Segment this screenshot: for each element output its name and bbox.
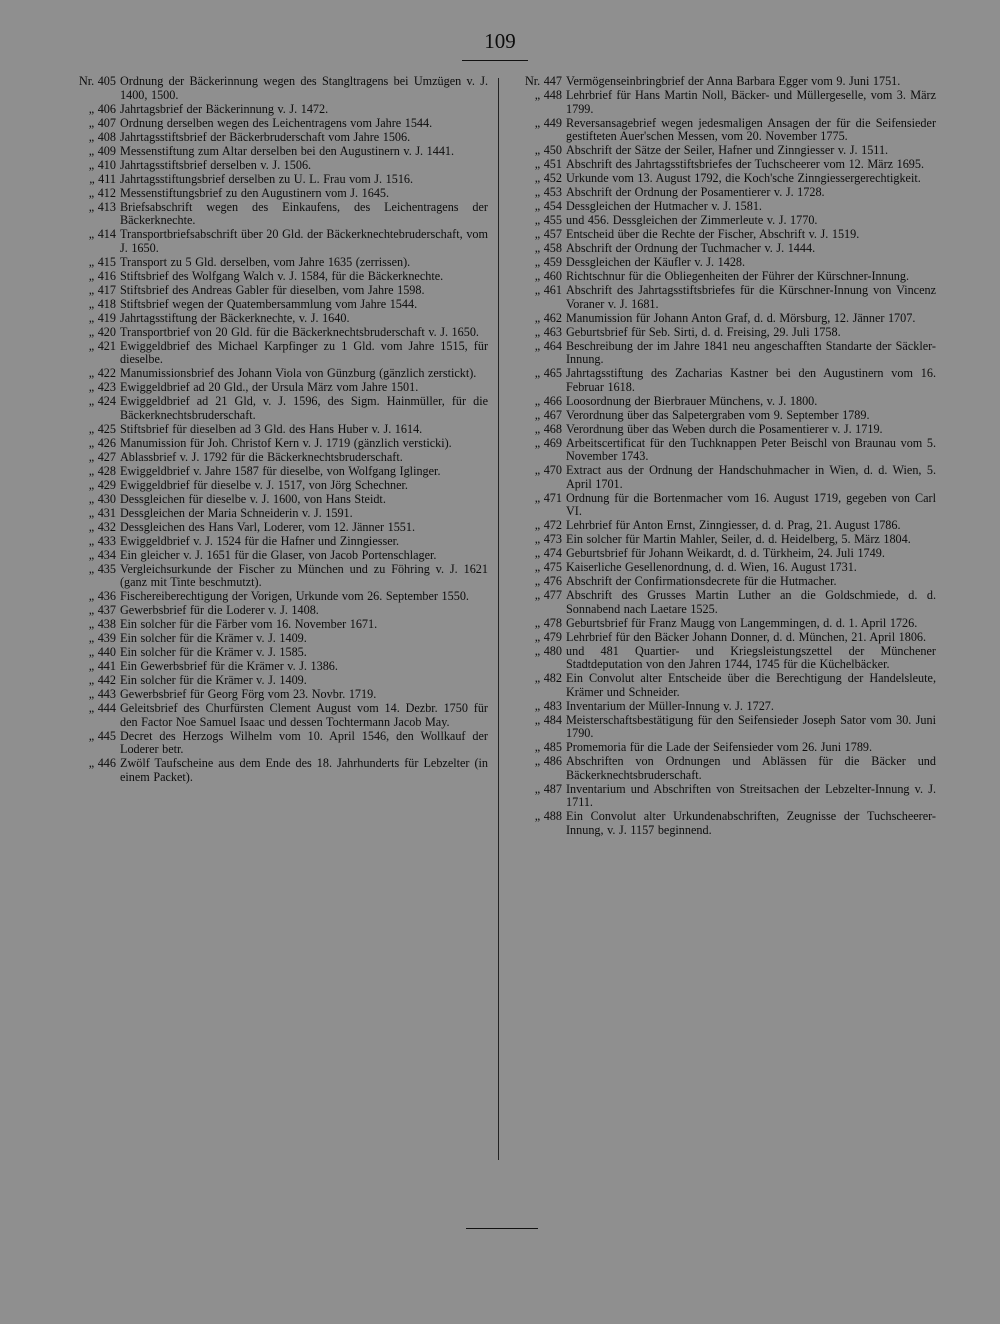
entry-text: Ordnung derselben wegen des Leichentragens vom Jahre 1544. — [120, 115, 433, 130]
list-item — [62, 507, 488, 521]
entry-number: „ 435 — [88, 561, 116, 576]
list-item — [62, 674, 488, 688]
entry-number: „ 482 — [534, 671, 562, 685]
entry-text: Lehrbrief für Hans Martin Noll, Bäcker- und Müllergeselle, vom 3. März 1799. — [566, 88, 936, 116]
list-item — [508, 645, 936, 672]
entry-number: „ 468 — [534, 421, 562, 436]
entry-number: „ 487 — [534, 781, 562, 796]
entry-number: „ 424 — [88, 394, 116, 408]
list-item — [62, 730, 488, 757]
list-item — [508, 172, 936, 186]
list-item — [508, 810, 936, 837]
list-item — [508, 741, 936, 755]
column-divider — [498, 78, 499, 1160]
list-item — [62, 381, 488, 395]
list-item — [508, 186, 936, 200]
entry-text: Lehrbrief für den Bäcker Johann Donner, d. d. München, 21. April 1806. — [566, 629, 927, 644]
list-item — [62, 618, 488, 632]
entry-text: Ein solcher für die Krämer v. J. 1409. — [120, 673, 307, 687]
entry-text: Gewerbsbrief für die Loderer v. J. 1408. — [120, 603, 319, 617]
entry-text: Geburtsbrief für Johann Weikardt, d. d. Türkheim, 24. Juli 1749. — [566, 546, 885, 560]
entry-text: Vermögenseinbringbrief der Anna Barbara Egger vom 9. Juni 1751. — [566, 74, 901, 88]
entry-number: „ 471 — [534, 490, 562, 505]
entry-text: Promemoria für die Lade der Seifensieder vom 26. Juni 1789. — [566, 740, 873, 754]
entry-text: Reversansagebrief wegen jedesmaligen Ansagen der für die Seifensieder gestifteten Auer'schen Messen, vom 20. November 1775. — [566, 115, 936, 143]
list-item — [62, 604, 488, 618]
entry-number: Nr. 405 — [78, 74, 116, 88]
entry-number: „ 432 — [88, 519, 116, 534]
list-item — [508, 242, 936, 256]
list-item — [508, 158, 936, 172]
entry-text: Meisterschaftsbestätigung für den Seifensieder Joseph Sator vom 30. Juni 1790. — [566, 712, 936, 740]
entry-number: „ 430 — [88, 491, 116, 506]
entry-text: Entscheid über die Rechte der Fischer, Abschrift v. J. 1519. — [566, 227, 860, 241]
entry-text: Ewiggeldbrief für dieselbe v. J. 1517, von Jörg Schechner. — [120, 477, 408, 492]
list-item — [62, 549, 488, 563]
entry-number: „ 443 — [88, 687, 116, 701]
entry-number: „ 440 — [88, 645, 116, 659]
list-item — [62, 563, 488, 590]
entry-text: Ewiggeldbrief v. J. 1524 für die Hafner und Zinngiesser. — [120, 533, 400, 548]
entry-number: „ 457 — [534, 227, 562, 241]
entry-text: Decret des Herzogs Wilhelm vom 10. April 1546, den Wollkauf der Loderer betr. — [120, 728, 488, 756]
list-item — [508, 575, 936, 589]
entry-text: Ein solcher für Martin Mahler, Seiler, d. d. Heidelberg, 5. März 1804. — [566, 532, 911, 546]
list-item — [62, 270, 488, 284]
list-item — [62, 326, 488, 340]
entry-text: Lehrbrief für Anton Ernst, Zinngiesser, d. d. Prag, 21. August 1786. — [566, 518, 901, 532]
list-item — [62, 312, 488, 326]
list-item — [62, 646, 488, 660]
entry-text: Dessgleichen des Hans Varl, Loderer, vom 12. Jänner 1551. — [120, 519, 416, 534]
list-item — [508, 617, 936, 631]
list-item — [62, 367, 488, 381]
entry-number: „ 420 — [88, 324, 116, 339]
entry-text: Briefsabschrift wegen des Einkaufens, des Leichentragens der Bäckerknechte. — [120, 199, 488, 227]
list-item — [508, 75, 936, 89]
entry-text: Ein solcher für die Krämer v. J. 1409. — [120, 631, 307, 645]
entry-text: Ewiggeldbrief ad 21 Gld, v. J. 1596, des Sigm. Hainmüller, für die Bäckerknechtsbruderschaft. — [120, 394, 488, 422]
entry-text: Ein Convolut alter Entscheide über die Berechtigung der Handelsleute, Krämer und Schneider. — [566, 671, 936, 699]
list-item — [62, 702, 488, 729]
entry-text: Ein Gewerbsbrief für die Krämer v. J. 1386. — [120, 659, 338, 673]
list-item — [508, 464, 936, 491]
entry-text: Abschrift der Ordnung der Tuchmacher v. J. 1444. — [566, 241, 816, 255]
entry-number: „ 412 — [88, 185, 116, 200]
entry-text: Inventarium und Abschriften von Streitsachen der Lebzelter-Innung v. J. 1711. — [566, 781, 936, 809]
list-item — [62, 660, 488, 674]
entry-text: Arbeitscertificat für den Tuchknappen Peter Beischl von Braunau vom 5. November 1743. — [566, 435, 936, 463]
list-item — [508, 533, 936, 547]
entry-number: „ 421 — [88, 338, 116, 353]
list-item — [62, 340, 488, 367]
entry-text: Abschrift der Sätze der Seiler, Hafner und Zinngiesser v. J. 1511. — [566, 143, 889, 157]
entry-number: „ 418 — [88, 296, 116, 311]
list-item — [62, 590, 488, 604]
entry-text: Inventarium der Müller-Innung v. J. 1727. — [566, 698, 774, 713]
entry-text: Jahrtagsstiftsbrief derselben v. J. 1506. — [120, 157, 312, 172]
list-item — [508, 700, 936, 714]
entry-number: „ 477 — [534, 588, 562, 602]
entry-number: „ 467 — [534, 407, 562, 422]
list-item — [62, 117, 488, 131]
entry-number: „ 466 — [534, 393, 562, 408]
entry-number: „ 486 — [534, 754, 562, 768]
entry-number: „ 419 — [88, 310, 116, 325]
entry-number: „ 473 — [534, 532, 562, 546]
list-item — [62, 159, 488, 173]
entry-number: „ 460 — [534, 269, 562, 283]
entry-text: Jahrtagsstiftung des Zacharias Kastner bei den Augustinern vom 16. Februar 1618. — [566, 366, 936, 394]
entry-number: „ 448 — [534, 88, 562, 102]
entry-text: Stiftsbrief für dieselben ad 3 Gld. des Hans Huber v. J. 1614. — [120, 421, 423, 436]
page-number: 109 — [484, 29, 516, 53]
entry-number: „ 479 — [534, 629, 562, 644]
entry-number: „ 413 — [88, 199, 116, 214]
entry-text: Extract aus der Ordnung der Handschuhmacher in Wien, d. d. Wien, 5. April 1701. — [566, 463, 936, 491]
entry-number: „ 472 — [534, 518, 562, 532]
list-item — [508, 214, 936, 228]
entry-number: „ 462 — [534, 310, 562, 325]
list-item — [508, 270, 936, 284]
list-item — [508, 409, 936, 423]
entry-text: Beschreibung der im Jahre 1841 neu angeschafften Standarte der Säckler-Innung. — [566, 338, 936, 366]
list-item — [508, 672, 936, 699]
entry-number: „ 425 — [88, 421, 116, 436]
entry-text: Fischereiberechtigung der Vorigen, Urkunde vom 26. September 1550. — [120, 589, 469, 603]
entry-number: „ 439 — [88, 631, 116, 645]
list-item — [62, 284, 488, 298]
list-item — [508, 256, 936, 270]
entry-number: „ 450 — [534, 143, 562, 157]
entry-text: Messenstiftung zum Altar derselben bei den Augustinern v. J. 1441. — [120, 143, 455, 158]
entry-text: Ein solcher für die Krämer v. J. 1585. — [120, 645, 307, 659]
right-column — [508, 75, 936, 838]
entry-text: Loosordnung der Bierbrauer Münchens, v. J. 1800. — [566, 393, 818, 408]
entry-text: Ablassbrief v. J. 1792 für die Bäckerknechtsbruderschaft. — [120, 449, 403, 464]
entry-number: „ 485 — [534, 740, 562, 754]
entry-number: „ 436 — [88, 589, 116, 603]
entry-text: Jahrtagsbrief der Bäckerinnung v. J. 1472. — [120, 101, 329, 116]
entry-text: Manumission für Joh. Christof Kern v. J. 1719 (gänzlich versticki). — [120, 435, 452, 450]
entry-text: Messenstiftungsbrief zu den Augustinern vom J. 1645. — [120, 185, 390, 200]
entry-number: „ 415 — [88, 254, 116, 269]
entry-text: Transportbrief von 20 Gld. für die Bäckerknechtsbruderschaft v. J. 1650. — [120, 324, 479, 339]
entry-text: Kaiserliche Gesellenordnung, d. d. Wien, 16. August 1731. — [566, 560, 857, 574]
entry-number: „ 464 — [534, 338, 562, 353]
list-item — [62, 688, 488, 702]
entry-number: „ 474 — [534, 546, 562, 560]
entry-text: Ein gleicher v. J. 1651 für die Glaser, von Jacob Portenschlager. — [120, 547, 437, 562]
entry-text: Verordnung über das Salpetergraben vom 9. September 1789. — [566, 407, 870, 422]
list-item — [62, 465, 488, 479]
entry-number: „ 416 — [88, 268, 116, 283]
entry-number: „ 414 — [88, 227, 116, 241]
entry-number: „ 476 — [534, 574, 562, 588]
entry-text: Zwölf Taufscheine aus dem Ende des 18. Jahrhunderts für Lebzelter (in einem Packet). — [120, 756, 488, 784]
entry-text: Dessgleichen der Hutmacher v. J. 1581. — [566, 199, 762, 213]
entry-number: „ 408 — [88, 129, 116, 144]
entry-number: „ 446 — [88, 756, 116, 770]
list-item — [508, 326, 936, 340]
entry-number: „ 409 — [88, 143, 116, 158]
list-item — [62, 423, 488, 437]
list-item — [508, 228, 936, 242]
entry-text: Gewerbsbrief für Georg Förg vom 23. Novbr. 1719. — [120, 687, 377, 701]
list-item — [62, 75, 488, 102]
list-item — [508, 589, 936, 616]
list-item — [62, 228, 488, 255]
entry-text: Richtschnur für die Obliegenheiten der Führer der Kürschner-Innung. — [566, 269, 910, 283]
entry-number: „ 411 — [89, 171, 116, 186]
list-item — [508, 519, 936, 533]
entry-text: und 481 Quartier- und Kriegsleistungszettel der Münchener Stadtdeputation von den Jahren 1744, 1745 für die Küchelbäcker. — [566, 643, 936, 671]
entry-number: „ 463 — [534, 324, 562, 339]
entry-number: „ 442 — [88, 673, 116, 687]
list-item — [62, 451, 488, 465]
entry-number: „ 431 — [88, 505, 116, 520]
entry-text: Stiftsbrief des Andreas Gabler für dieselben, vom Jahre 1598. — [120, 282, 425, 297]
entry-text: Ewiggeldbrief ad 20 Gld., der Ursula März vom Jahre 1501. — [120, 380, 419, 394]
entry-number: „ 451 — [534, 157, 562, 171]
entry-number: „ 426 — [88, 435, 116, 450]
list-item — [508, 437, 936, 464]
list-item — [508, 395, 936, 409]
bottom-rule — [466, 1228, 538, 1229]
list-item — [62, 535, 488, 549]
list-item — [508, 89, 936, 116]
entry-text: Transport zu 5 Gld. derselben, vom Jahre 1635 (zerrissen). — [120, 254, 411, 269]
entry-number: „ 433 — [88, 533, 116, 548]
entry-number: „ 410 — [88, 157, 116, 172]
entry-number: „ 406 — [88, 101, 116, 116]
list-item — [508, 312, 936, 326]
entry-number: „ 445 — [88, 728, 116, 743]
entry-number: „ 437 — [88, 603, 116, 617]
entry-number: „ 484 — [534, 712, 562, 727]
entry-number: „ 453 — [534, 185, 562, 199]
list-item — [62, 632, 488, 646]
entry-text: Abschrift des Jahrtagsstiftsbriefes der Tuchscheerer vom 12. März 1695. — [566, 157, 925, 171]
list-item — [508, 117, 936, 144]
entry-text: Stiftsbrief wegen der Quatembersammlung vom Jahre 1544. — [120, 296, 418, 311]
entry-number: „ 475 — [534, 560, 562, 574]
entry-text: Abschrift des Grusses Martin Luther an die Goldschmiede, d. d. Sonnabend nach Laetare 1525. — [566, 588, 936, 616]
entry-text: Ordnung für die Bortenmacher vom 16. August 1719, gegeben von Carl VI. — [566, 490, 936, 518]
entry-number: „ 461 — [534, 283, 562, 297]
entry-number: „ 452 — [534, 171, 562, 185]
entry-number: Nr. 447 — [524, 74, 562, 88]
entry-number: „ 465 — [534, 366, 562, 380]
entry-text: Dessgleichen für dieselbe v. J. 1600, von Hans Steidt. — [120, 491, 386, 506]
list-item — [62, 395, 488, 422]
entry-number: „ 454 — [534, 199, 562, 213]
entry-number: „ 470 — [534, 463, 562, 477]
entry-number: „ 407 — [88, 115, 116, 130]
list-item — [62, 173, 488, 187]
entry-number: „ 422 — [88, 366, 116, 380]
entry-text: Geleitsbrief des Churfürsten Clement August vom 14. Dezbr. 1750 für den Factor Noe Samuel Isaac und dessen Tochtermann Jacob May. — [120, 701, 488, 729]
list-item — [508, 783, 936, 810]
entry-text: Ordnung der Bäckerinnung wegen des Stangltragens bei Umzügen v. J. 1400, 1500. — [120, 74, 488, 102]
entry-text: Abschrift der Confirmationsdecrete für die Hutmacher. — [566, 574, 837, 588]
entry-text: Ewiggeldbrief v. Jahre 1587 für dieselbe, von Wolfgang Iglinger. — [120, 463, 441, 478]
entry-number: „ 459 — [534, 255, 562, 269]
entry-number: „ 434 — [88, 547, 116, 562]
list-item — [62, 256, 488, 270]
entry-text: Ein Convolut alter Urkundenabschriften, Zeugnisse der Tuchscheerer-Innung, v. J. 1157 beginnend. — [566, 809, 936, 837]
entry-text: Verordnung über das Weben durch die Posamentierer v. J. 1719. — [566, 421, 883, 436]
entry-text: Geburtsbrief für Seb. Sirti, d. d. Freising, 29. Juli 1758. — [566, 324, 841, 339]
entry-text: Manumission für Johann Anton Graf, d. d. Mörsburg, 12. Jänner 1707. — [566, 310, 916, 325]
list-item — [508, 367, 936, 394]
top-rule — [462, 60, 528, 61]
entry-number: „ 429 — [88, 477, 116, 492]
left-column — [62, 75, 488, 785]
entry-text: Ewiggeldbrief des Michael Karpfinger zu 1 Gld. vom Jahre 1515, für dieselbe. — [120, 338, 488, 366]
list-item — [508, 631, 936, 645]
list-item — [508, 200, 936, 214]
entry-text: Manumissionsbrief des Johann Viola von Günzburg (gänzlich zerstickt). — [120, 366, 477, 380]
entry-text: Abschrift der Ordnung der Posamentierer v. J. 1728. — [566, 185, 825, 199]
list-item — [62, 103, 488, 117]
entry-text: Stiftsbrief des Wolfgang Walch v. J. 1584, für die Bäckerknechte. — [120, 268, 444, 283]
entry-text: und 456. Dessgleichen der Zimmerleute v. J. 1770. — [566, 213, 818, 227]
entry-number: „ 455 — [534, 213, 562, 227]
list-item — [508, 284, 936, 311]
entry-number: „ 441 — [88, 659, 116, 673]
entry-text: Dessgleichen der Käufler v. J. 1428. — [566, 255, 746, 269]
list-item — [62, 521, 488, 535]
list-item — [508, 492, 936, 519]
entry-text: Ein solcher für die Färber vom 16. November 1671. — [120, 617, 378, 631]
entry-number: „ 449 — [534, 115, 562, 130]
entry-number: „ 480 — [534, 643, 562, 658]
entry-text: Abschrift des Jahrtagsstiftsbriefes für die Kürschner-Innung von Vincenz Voraner v. J. 1681. — [566, 283, 936, 311]
list-item — [508, 423, 936, 437]
entry-text: Abschriften von Ordnungen und Ablässen für die Bäcker und Bäckerknechtsbruderschaft. — [566, 754, 936, 782]
list-item — [62, 757, 488, 784]
list-item — [508, 714, 936, 741]
entry-text: Urkunde vom 13. August 1792, die Koch'sche Zinngiessergerechtigkeit. — [566, 171, 921, 185]
entry-text: Jahrtagsstiftungsbrief derselben zu U. L. Frau vom J. 1516. — [120, 171, 414, 186]
entry-number: „ 488 — [534, 809, 562, 823]
list-item — [62, 145, 488, 159]
entry-text: Geburtsbrief für Franz Maugg von Langemmingen, d. d. 1. April 1726. — [566, 615, 918, 630]
list-item — [508, 561, 936, 575]
entry-text: Dessgleichen der Maria Schneiderin v. J. 1591. — [120, 505, 353, 520]
list-item — [508, 755, 936, 782]
list-item — [62, 437, 488, 451]
entry-text: Transportbriefsabschrift über 20 Gld. der Bäckerknechtebruderschaft, vom J. 1650. — [120, 227, 488, 255]
entry-text: Vergleichsurkunde der Fischer zu München und zu Föhring v. J. 1621 (ganz mit Tinte beschmutzt). — [120, 561, 488, 589]
entry-number: „ 438 — [88, 617, 116, 631]
list-item — [62, 187, 488, 201]
list-item — [508, 144, 936, 158]
entry-text: Jahrtagsstiftsbrief der Bäckerbruderschaft vom Jahre 1506. — [120, 129, 411, 144]
entry-number: „ 469 — [534, 435, 562, 450]
list-item — [62, 131, 488, 145]
entry-number: „ 444 — [88, 701, 116, 715]
entry-number: „ 483 — [534, 698, 562, 713]
list-item — [62, 493, 488, 507]
entry-number: „ 458 — [534, 241, 562, 255]
list-item — [508, 340, 936, 367]
list-item — [62, 298, 488, 312]
entry-number: „ 423 — [88, 380, 116, 394]
entry-number: „ 428 — [88, 463, 116, 478]
entry-number: „ 417 — [88, 282, 116, 297]
list-item — [62, 201, 488, 228]
entry-text: Jahrtagsstiftung der Bäckerknechte, v. J. 1640. — [120, 310, 350, 325]
entry-number: „ 427 — [88, 449, 116, 464]
entry-number: „ 478 — [534, 615, 562, 630]
list-item — [508, 547, 936, 561]
list-item — [62, 479, 488, 493]
